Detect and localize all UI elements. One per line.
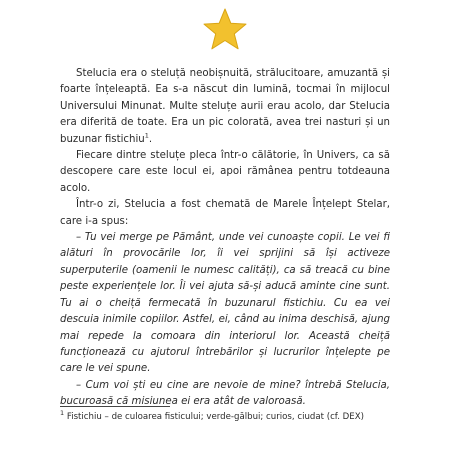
paragraph-3: Într-o zi, Stelucia a fost chemată de Marele Înțelept Stelar, care i-a spus: (60, 199, 390, 227)
paragraph-2: Fiecare dintre steluțe pleca într-o călătorie, în Univers, ca să descopere care este locul ei, apoi rămânea pentru totdeauna acolo. (60, 150, 390, 194)
footnote-text: Fistichiu – de culoarea fisticului; verde-gălbui; curios, ciudat (cf. DEX) (64, 412, 364, 422)
paragraph-1-tail: . (148, 133, 153, 145)
footnote (60, 411, 400, 423)
footnote-divider (60, 406, 170, 407)
star-icon (201, 7, 249, 53)
paragraph-1-text: Stelucia era o steluță neobișnuită, strălucitoare, amuzantă și foarte înțeleaptă. Ea s-a născut din lumină, tocmai în mijlocul Universului Minunat. Multe steluțe aurii erau acolo, dar Stelucia era diferită de toate. Era un pic colorată, avea trei nasturi și un buzunar fistichiu (60, 68, 390, 145)
paragraph-5-dialogue: – Cum voi ști eu cine are nevoie de mine? întrebă Stelucia, bucuroasă că misiunea ei era atât de valoroasă. (60, 379, 390, 408)
footnote-reference: 1 (144, 131, 149, 140)
paragraph-4-dialogue: – Tu vei merge pe Pământ, unde vei cunoaște copii. Le vei fi alături în provocările lor, îi vei sprijini să își activeze superputerile (oamenii le numesc calități), ca să treacă cu bine peste experiențele lor. Îi vei ajuta să-și aducă aminte cine sunt. Tu ai o cheiță fermecată în buzunarul fistichiu. Cu ea vei descuia inimile copiilor. Astfel, ei, când au inima deschisă, ajung mai repede la comoara din interiorul lor. Această cheiță funcționează cu ajutorul întrebărilor și lucrurilor înțelepte pe care le vei spune. (60, 232, 390, 375)
footnote-marker: 1 (60, 409, 65, 418)
paragraph-1 (60, 66, 390, 148)
story-text (60, 66, 390, 411)
